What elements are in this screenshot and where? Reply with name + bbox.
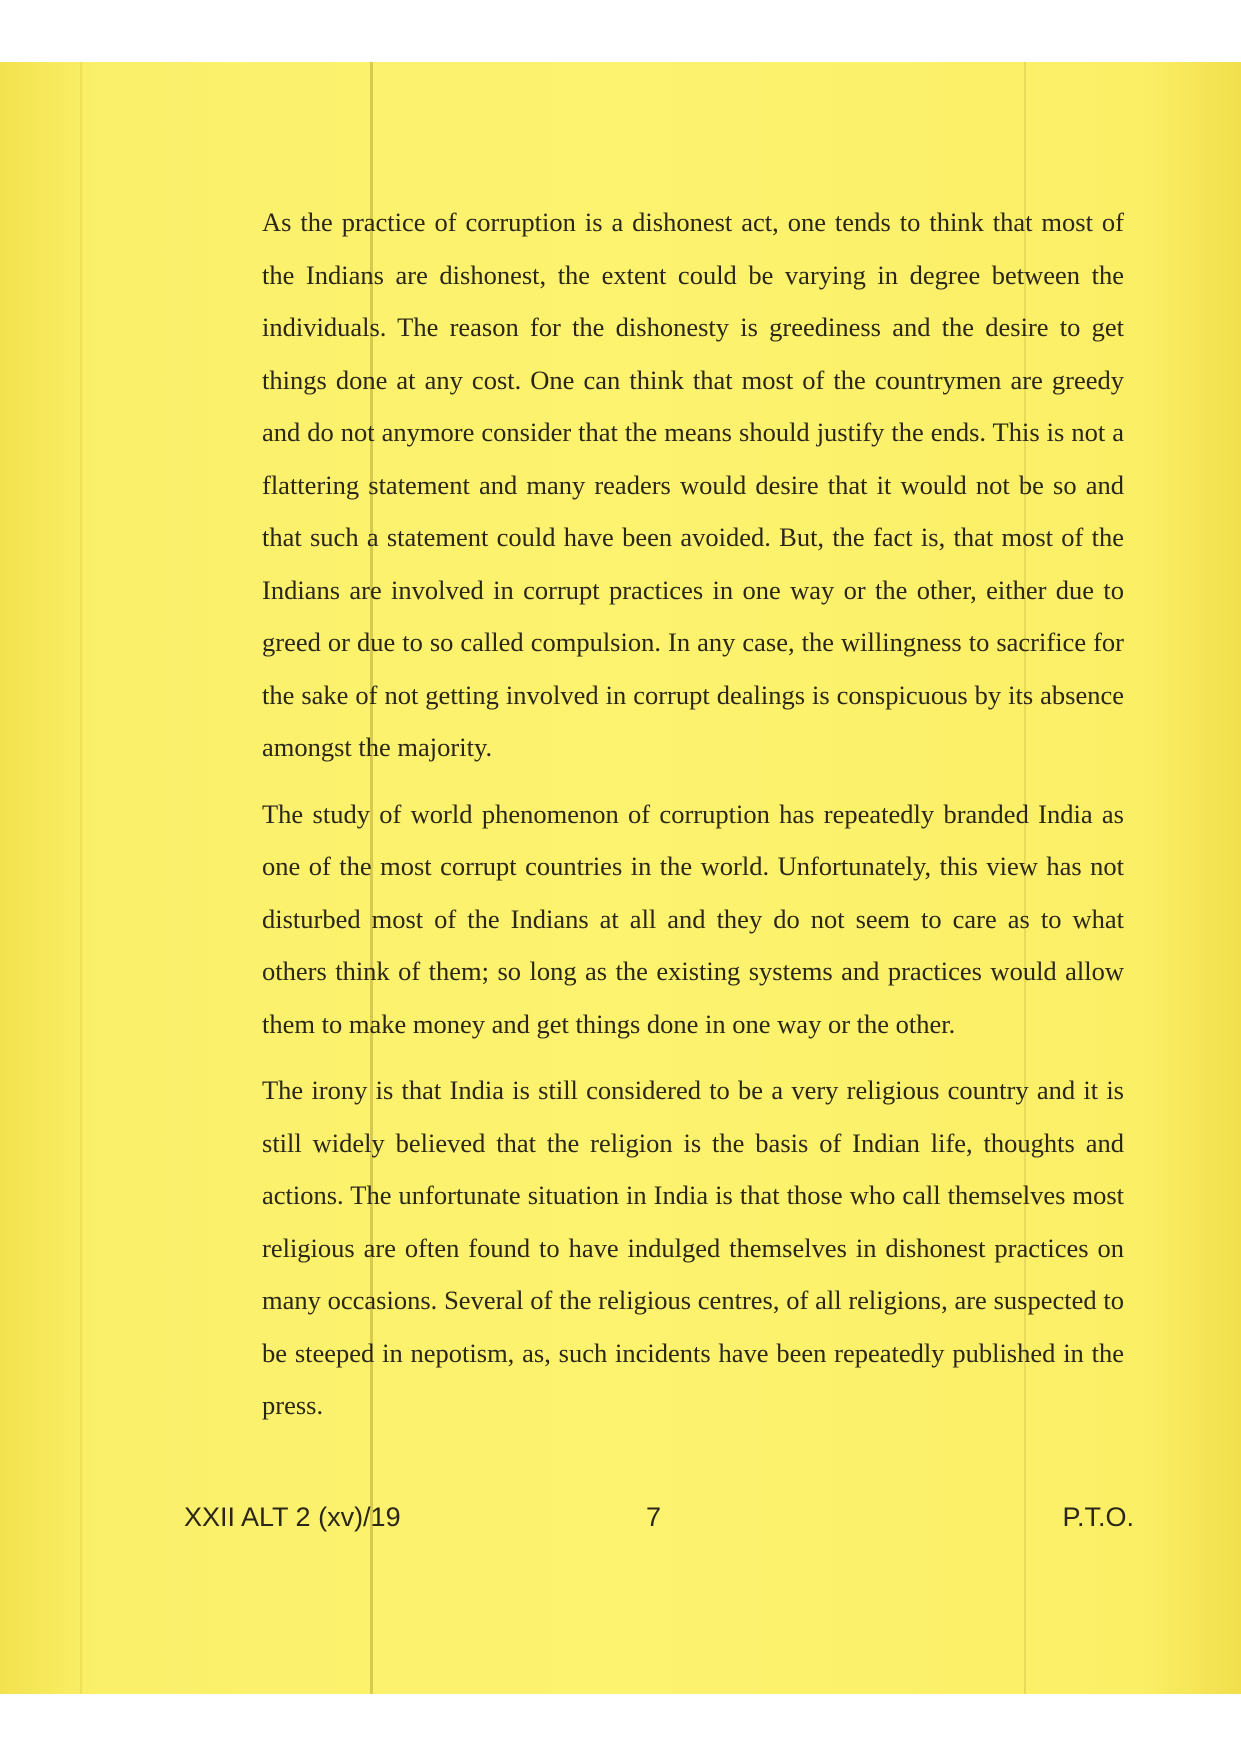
paragraph-2: The study of world phenomenon of corruption has repeatedly branded India as one of the most corrupt countries in the world. Unfortunately, this view has not disturbed most of the Indians at all and they do not seem to care as to what others think of them; so long as the existing systems and practices would allow them to make money and get things done in one way or the other.	[262, 798, 1124, 1039]
paragraph-3: The irony is that India is still considered to be a very religious country and it is still widely believed that the religion is the basis of Indian life, thoughts and actions. The unfortunate situation in India is that those who call themselves most religious are often found to have indulged themselves in dishonest practices on many occasions. Several of the religious centres, of all religions, are suspected to be steeped in nepotism, as, such incidents have been repeatedly published in the press.	[262, 1075, 1124, 1420]
paper-edge-line	[80, 62, 82, 1694]
paragraph-1: As the practice of corruption is a dishonest act, one tends to think that most of the Indians are dishonest, the extent could be varying in degree between the individuals. The reason for the dishonesty is greediness and the desire to get things done at any cost. One can think that most of the countrymen are greedy and do not anymore consider that the means should justify the ends. This is not a flattering statement and many readers would desire that it would not be so and that such a statement could have been avoided. But, the fact is, that most of the Indians are involved in corrupt practices in one way or the other, either due to greed or due to so called compulsion. In any case, the willingness to sacrifice for the sake of not getting involved in corrupt dealings is conspicuous by its absence amongst the majority.	[262, 207, 1124, 762]
document-code: XXII ALT 2 (xv)/19	[184, 1502, 401, 1532]
page-number: 7	[646, 1502, 662, 1532]
page-footer	[184, 1502, 1134, 1542]
body-text	[262, 196, 1124, 1446]
please-turn-over-label: P.T.O.	[1062, 1502, 1134, 1532]
